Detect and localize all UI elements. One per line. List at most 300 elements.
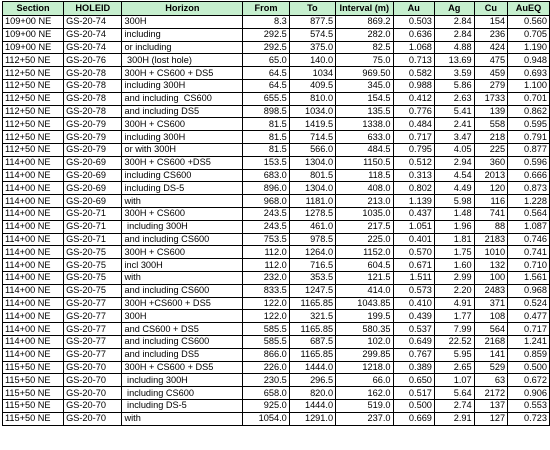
- cell-au[interactable]: 0.412: [393, 92, 434, 105]
- cell-ag[interactable]: 2.84: [434, 16, 474, 29]
- cell-au[interactable]: 0.776: [393, 105, 434, 118]
- cell-to[interactable]: 820.0: [289, 387, 335, 400]
- cell-horizon[interactable]: including 300H: [122, 131, 243, 144]
- cell-holeid[interactable]: GS-20-76: [64, 54, 122, 67]
- cell-to[interactable]: 1278.5: [289, 207, 335, 220]
- cell-au[interactable]: 0.500: [393, 399, 434, 412]
- cell-aueq[interactable]: 0.477: [508, 310, 550, 323]
- cell-holeid[interactable]: GS-20-75: [64, 271, 122, 284]
- cell-cu[interactable]: 100: [474, 271, 507, 284]
- cell-aueq[interactable]: 0.746: [508, 233, 550, 246]
- cell-section[interactable]: 114+00 NE: [3, 233, 64, 246]
- column-header-ag[interactable]: Ag: [434, 2, 474, 16]
- cell-aueq[interactable]: 1.561: [508, 271, 550, 284]
- cell-au[interactable]: 0.636: [393, 28, 434, 41]
- cell-to[interactable]: 1165.85: [289, 348, 335, 361]
- cell-horizon[interactable]: with: [122, 271, 243, 284]
- cell-from[interactable]: 122.0: [243, 297, 289, 310]
- cell-aueq[interactable]: 0.524: [508, 297, 550, 310]
- cell-section[interactable]: 112+50 NE: [3, 54, 64, 67]
- cell-horizon[interactable]: and including CS600: [122, 335, 243, 348]
- cell-au[interactable]: 1.511: [393, 271, 434, 284]
- cell-aueq[interactable]: 0.701: [508, 92, 550, 105]
- cell-ag[interactable]: 2.20: [434, 284, 474, 297]
- cell-interval[interactable]: 633.0: [336, 131, 393, 144]
- cell-section[interactable]: 112+50 NE: [3, 105, 64, 118]
- cell-ag[interactable]: 1.96: [434, 220, 474, 233]
- cell-au[interactable]: 1.068: [393, 41, 434, 54]
- cell-aueq[interactable]: 0.791: [508, 131, 550, 144]
- cell-section[interactable]: 114+00 NE: [3, 207, 64, 220]
- cell-aueq[interactable]: 1.241: [508, 335, 550, 348]
- cell-section[interactable]: 114+00 NE: [3, 246, 64, 259]
- cell-horizon[interactable]: 300H +CS600 + DS5: [122, 297, 243, 310]
- cell-au[interactable]: 0.802: [393, 182, 434, 195]
- cell-interval[interactable]: 484.5: [336, 143, 393, 156]
- cell-horizon[interactable]: with: [122, 195, 243, 208]
- cell-aueq[interactable]: 0.666: [508, 169, 550, 182]
- cell-from[interactable]: 655.5: [243, 92, 289, 105]
- cell-aueq[interactable]: 0.705: [508, 28, 550, 41]
- cell-au[interactable]: 0.988: [393, 79, 434, 92]
- cell-cu[interactable]: 741: [474, 207, 507, 220]
- cell-from[interactable]: 64.5: [243, 67, 289, 80]
- cell-horizon[interactable]: including 300H: [122, 79, 243, 92]
- cell-to[interactable]: 353.5: [289, 271, 335, 284]
- cell-section[interactable]: 114+00 NE: [3, 310, 64, 323]
- cell-cu[interactable]: 141: [474, 348, 507, 361]
- cell-holeid[interactable]: GS-20-75: [64, 246, 122, 259]
- cell-from[interactable]: 81.5: [243, 143, 289, 156]
- cell-horizon[interactable]: 300H + CS600 + DS5: [122, 67, 243, 80]
- cell-to[interactable]: 1444.0: [289, 361, 335, 374]
- cell-holeid[interactable]: GS-20-69: [64, 156, 122, 169]
- cell-ag[interactable]: 1.81: [434, 233, 474, 246]
- cell-from[interactable]: 683.0: [243, 169, 289, 182]
- cell-interval[interactable]: 162.0: [336, 387, 393, 400]
- cell-aueq[interactable]: 0.596: [508, 156, 550, 169]
- cell-cu[interactable]: 2013: [474, 169, 507, 182]
- cell-holeid[interactable]: GS-20-70: [64, 387, 122, 400]
- cell-au[interactable]: 0.717: [393, 131, 434, 144]
- cell-horizon[interactable]: 300H: [122, 310, 243, 323]
- cell-to[interactable]: 714.5: [289, 131, 335, 144]
- cell-aueq[interactable]: 0.710: [508, 259, 550, 272]
- cell-interval[interactable]: 580.35: [336, 323, 393, 336]
- cell-holeid[interactable]: GS-20-71: [64, 207, 122, 220]
- cell-to[interactable]: 1291.0: [289, 412, 335, 425]
- cell-horizon[interactable]: or including: [122, 41, 243, 54]
- cell-horizon[interactable]: and including CS600: [122, 284, 243, 297]
- cell-from[interactable]: 292.5: [243, 28, 289, 41]
- cell-from[interactable]: 230.5: [243, 374, 289, 387]
- cell-holeid[interactable]: GS-20-79: [64, 143, 122, 156]
- cell-cu[interactable]: 63: [474, 374, 507, 387]
- cell-cu[interactable]: 120: [474, 182, 507, 195]
- cell-section[interactable]: 112+50 NE: [3, 131, 64, 144]
- cell-to[interactable]: 296.5: [289, 374, 335, 387]
- cell-holeid[interactable]: GS-20-79: [64, 118, 122, 131]
- cell-cu[interactable]: 558: [474, 118, 507, 131]
- cell-holeid[interactable]: GS-20-71: [64, 233, 122, 246]
- cell-aueq[interactable]: 0.595: [508, 118, 550, 131]
- cell-au[interactable]: 0.503: [393, 16, 434, 29]
- cell-aueq[interactable]: 0.717: [508, 323, 550, 336]
- cell-holeid[interactable]: GS-20-74: [64, 16, 122, 29]
- cell-interval[interactable]: 282.0: [336, 28, 393, 41]
- cell-section[interactable]: 114+00 NE: [3, 156, 64, 169]
- cell-to[interactable]: 1165.85: [289, 297, 335, 310]
- cell-holeid[interactable]: GS-20-69: [64, 195, 122, 208]
- cell-section[interactable]: 114+00 NE: [3, 195, 64, 208]
- cell-au[interactable]: 0.313: [393, 169, 434, 182]
- cell-holeid[interactable]: GS-20-69: [64, 169, 122, 182]
- cell-horizon[interactable]: and including CS600: [122, 92, 243, 105]
- cell-holeid[interactable]: GS-20-77: [64, 310, 122, 323]
- cell-cu[interactable]: 116: [474, 195, 507, 208]
- cell-au[interactable]: 0.517: [393, 387, 434, 400]
- cell-interval[interactable]: 154.5: [336, 92, 393, 105]
- cell-cu[interactable]: 236: [474, 28, 507, 41]
- cell-au[interactable]: 0.795: [393, 143, 434, 156]
- cell-interval[interactable]: 135.5: [336, 105, 393, 118]
- cell-from[interactable]: 232.0: [243, 271, 289, 284]
- cell-interval[interactable]: 102.0: [336, 335, 393, 348]
- cell-cu[interactable]: 529: [474, 361, 507, 374]
- cell-holeid[interactable]: GS-20-70: [64, 399, 122, 412]
- cell-aueq[interactable]: 0.500: [508, 361, 550, 374]
- cell-to[interactable]: 375.0: [289, 41, 335, 54]
- cell-section[interactable]: 115+50 NE: [3, 399, 64, 412]
- cell-interval[interactable]: 225.0: [336, 233, 393, 246]
- cell-interval[interactable]: 869.2: [336, 16, 393, 29]
- cell-to[interactable]: 409.5: [289, 79, 335, 92]
- cell-horizon[interactable]: with: [122, 412, 243, 425]
- cell-interval[interactable]: 213.0: [336, 195, 393, 208]
- cell-interval[interactable]: 1152.0: [336, 246, 393, 259]
- cell-aueq[interactable]: 1.190: [508, 41, 550, 54]
- cell-interval[interactable]: 1035.0: [336, 207, 393, 220]
- cell-holeid[interactable]: GS-20-75: [64, 259, 122, 272]
- cell-ag[interactable]: 5.64: [434, 387, 474, 400]
- cell-from[interactable]: 896.0: [243, 182, 289, 195]
- cell-holeid[interactable]: GS-20-70: [64, 361, 122, 374]
- cell-to[interactable]: 1444.0: [289, 399, 335, 412]
- cell-interval[interactable]: 345.0: [336, 79, 393, 92]
- cell-ag[interactable]: 5.95: [434, 348, 474, 361]
- cell-to[interactable]: 810.0: [289, 92, 335, 105]
- column-header-from[interactable]: From: [243, 2, 289, 16]
- cell-to[interactable]: 566.0: [289, 143, 335, 156]
- cell-section[interactable]: 114+00 NE: [3, 284, 64, 297]
- cell-aueq[interactable]: 0.560: [508, 16, 550, 29]
- cell-from[interactable]: 866.0: [243, 348, 289, 361]
- cell-to[interactable]: 1304.0: [289, 182, 335, 195]
- cell-interval[interactable]: 1043.85: [336, 297, 393, 310]
- cell-aueq[interactable]: 0.877: [508, 143, 550, 156]
- cell-au[interactable]: 0.650: [393, 374, 434, 387]
- cell-to[interactable]: 1181.0: [289, 195, 335, 208]
- cell-au[interactable]: 0.669: [393, 412, 434, 425]
- cell-aueq[interactable]: 0.553: [508, 399, 550, 412]
- cell-ag[interactable]: 22.52: [434, 335, 474, 348]
- cell-interval[interactable]: 408.0: [336, 182, 393, 195]
- cell-to[interactable]: 140.0: [289, 54, 335, 67]
- cell-holeid[interactable]: GS-20-75: [64, 284, 122, 297]
- cell-interval[interactable]: 75.0: [336, 54, 393, 67]
- cell-to[interactable]: 978.5: [289, 233, 335, 246]
- cell-to[interactable]: 1034.0: [289, 105, 335, 118]
- cell-section[interactable]: 114+00 NE: [3, 169, 64, 182]
- cell-interval[interactable]: 66.0: [336, 374, 393, 387]
- cell-au[interactable]: 0.570: [393, 246, 434, 259]
- cell-cu[interactable]: 225: [474, 143, 507, 156]
- cell-aueq[interactable]: 1.100: [508, 79, 550, 92]
- cell-holeid[interactable]: GS-20-77: [64, 323, 122, 336]
- cell-from[interactable]: 81.5: [243, 131, 289, 144]
- cell-cu[interactable]: 2168: [474, 335, 507, 348]
- cell-ag[interactable]: 13.69: [434, 54, 474, 67]
- cell-from[interactable]: 81.5: [243, 118, 289, 131]
- cell-interval[interactable]: 1150.5: [336, 156, 393, 169]
- cell-horizon[interactable]: including 300H: [122, 374, 243, 387]
- cell-horizon[interactable]: 300H + CS600: [122, 118, 243, 131]
- cell-interval[interactable]: 121.5: [336, 271, 393, 284]
- cell-au[interactable]: 0.649: [393, 335, 434, 348]
- cell-to[interactable]: 461.0: [289, 220, 335, 233]
- cell-from[interactable]: 226.0: [243, 361, 289, 374]
- column-header-to[interactable]: To: [289, 2, 335, 16]
- cell-ag[interactable]: 1.07: [434, 374, 474, 387]
- cell-section[interactable]: 112+50 NE: [3, 118, 64, 131]
- cell-holeid[interactable]: GS-20-70: [64, 374, 122, 387]
- cell-au[interactable]: 0.537: [393, 323, 434, 336]
- cell-section[interactable]: 115+50 NE: [3, 361, 64, 374]
- cell-horizon[interactable]: or with 300H: [122, 143, 243, 156]
- cell-horizon[interactable]: and including DS5: [122, 105, 243, 118]
- cell-ag[interactable]: 5.98: [434, 195, 474, 208]
- cell-interval[interactable]: 1338.0: [336, 118, 393, 131]
- cell-holeid[interactable]: GS-20-70: [64, 412, 122, 425]
- cell-from[interactable]: 153.5: [243, 156, 289, 169]
- cell-horizon[interactable]: including CS600: [122, 387, 243, 400]
- cell-section[interactable]: 114+00 NE: [3, 182, 64, 195]
- cell-to[interactable]: 801.5: [289, 169, 335, 182]
- cell-to[interactable]: 1247.5: [289, 284, 335, 297]
- cell-holeid[interactable]: GS-20-69: [64, 182, 122, 195]
- cell-interval[interactable]: 414.0: [336, 284, 393, 297]
- cell-interval[interactable]: 118.5: [336, 169, 393, 182]
- cell-ag[interactable]: 4.91: [434, 297, 474, 310]
- cell-horizon[interactable]: 300H (lost hole): [122, 54, 243, 67]
- cell-ag[interactable]: 2.63: [434, 92, 474, 105]
- cell-holeid[interactable]: GS-20-79: [64, 131, 122, 144]
- cell-horizon[interactable]: 300H + CS600: [122, 207, 243, 220]
- cell-au[interactable]: 0.512: [393, 156, 434, 169]
- cell-section[interactable]: 109+00 NE: [3, 28, 64, 41]
- cell-horizon[interactable]: and CS600 + DS5: [122, 323, 243, 336]
- cell-holeid[interactable]: GS-20-74: [64, 28, 122, 41]
- cell-holeid[interactable]: GS-20-71: [64, 220, 122, 233]
- cell-interval[interactable]: 519.0: [336, 399, 393, 412]
- cell-aueq[interactable]: 0.906: [508, 387, 550, 400]
- cell-horizon[interactable]: including: [122, 28, 243, 41]
- cell-from[interactable]: 658.0: [243, 387, 289, 400]
- cell-cu[interactable]: 1733: [474, 92, 507, 105]
- cell-ag[interactable]: 1.75: [434, 246, 474, 259]
- cell-aueq[interactable]: 0.948: [508, 54, 550, 67]
- cell-au[interactable]: 0.410: [393, 297, 434, 310]
- cell-ag[interactable]: 7.99: [434, 323, 474, 336]
- cell-from[interactable]: 122.0: [243, 310, 289, 323]
- cell-cu[interactable]: 459: [474, 67, 507, 80]
- cell-ag[interactable]: 2.99: [434, 271, 474, 284]
- cell-holeid[interactable]: GS-20-77: [64, 348, 122, 361]
- cell-ag[interactable]: 4.05: [434, 143, 474, 156]
- cell-from[interactable]: 64.5: [243, 79, 289, 92]
- cell-horizon[interactable]: 300H + CS600 + DS5: [122, 361, 243, 374]
- cell-interval[interactable]: 299.85: [336, 348, 393, 361]
- column-header-cu[interactable]: Cu: [474, 2, 507, 16]
- cell-cu[interactable]: 2183: [474, 233, 507, 246]
- column-header-aueq[interactable]: AuEQ: [508, 2, 550, 16]
- cell-horizon[interactable]: 300H + CS600 +DS5: [122, 156, 243, 169]
- cell-ag[interactable]: 4.88: [434, 41, 474, 54]
- cell-section[interactable]: 114+00 NE: [3, 323, 64, 336]
- cell-ag[interactable]: 2.65: [434, 361, 474, 374]
- cell-horizon[interactable]: incl 300H: [122, 259, 243, 272]
- column-header-holeid[interactable]: HOLEID: [64, 2, 122, 16]
- cell-section[interactable]: 114+00 NE: [3, 348, 64, 361]
- cell-to[interactable]: 877.5: [289, 16, 335, 29]
- cell-aueq[interactable]: 0.672: [508, 374, 550, 387]
- cell-interval[interactable]: 237.0: [336, 412, 393, 425]
- cell-ag[interactable]: 3.47: [434, 131, 474, 144]
- cell-section[interactable]: 112+50 NE: [3, 67, 64, 80]
- cell-interval[interactable]: 217.5: [336, 220, 393, 233]
- cell-horizon[interactable]: and including DS5: [122, 348, 243, 361]
- cell-ag[interactable]: 2.91: [434, 412, 474, 425]
- cell-to[interactable]: 1419.5: [289, 118, 335, 131]
- cell-section[interactable]: 114+00 NE: [3, 220, 64, 233]
- cell-cu[interactable]: 2172: [474, 387, 507, 400]
- cell-to[interactable]: 687.5: [289, 335, 335, 348]
- cell-to[interactable]: 574.5: [289, 28, 335, 41]
- column-header-interval[interactable]: Interval (m): [336, 2, 393, 16]
- cell-holeid[interactable]: GS-20-74: [64, 41, 122, 54]
- cell-cu[interactable]: 2483: [474, 284, 507, 297]
- cell-cu[interactable]: 154: [474, 16, 507, 29]
- cell-to[interactable]: 1264.0: [289, 246, 335, 259]
- cell-interval[interactable]: 82.5: [336, 41, 393, 54]
- cell-ag[interactable]: 4.54: [434, 169, 474, 182]
- cell-from[interactable]: 112.0: [243, 259, 289, 272]
- cell-horizon[interactable]: including DS-5: [122, 182, 243, 195]
- cell-to[interactable]: 1034: [289, 67, 335, 80]
- cell-au[interactable]: 0.671: [393, 259, 434, 272]
- cell-from[interactable]: 968.0: [243, 195, 289, 208]
- cell-from[interactable]: 833.5: [243, 284, 289, 297]
- cell-horizon[interactable]: 300H + CS600: [122, 246, 243, 259]
- cell-from[interactable]: 1054.0: [243, 412, 289, 425]
- cell-au[interactable]: 0.401: [393, 233, 434, 246]
- column-header-section[interactable]: Section: [3, 2, 64, 16]
- cell-horizon[interactable]: including CS600: [122, 169, 243, 182]
- cell-holeid[interactable]: GS-20-78: [64, 92, 122, 105]
- cell-cu[interactable]: 137: [474, 399, 507, 412]
- cell-interval[interactable]: 199.5: [336, 310, 393, 323]
- cell-au[interactable]: 0.437: [393, 207, 434, 220]
- cell-ag[interactable]: 5.41: [434, 105, 474, 118]
- cell-ag[interactable]: 5.86: [434, 79, 474, 92]
- cell-ag[interactable]: 3.59: [434, 67, 474, 80]
- cell-cu[interactable]: 108: [474, 310, 507, 323]
- cell-cu[interactable]: 127: [474, 412, 507, 425]
- cell-aueq[interactable]: 0.564: [508, 207, 550, 220]
- cell-section[interactable]: 112+50 NE: [3, 92, 64, 105]
- cell-ag[interactable]: 1.60: [434, 259, 474, 272]
- cell-au[interactable]: 0.439: [393, 310, 434, 323]
- cell-cu[interactable]: 475: [474, 54, 507, 67]
- cell-au[interactable]: 1.051: [393, 220, 434, 233]
- cell-interval[interactable]: 604.5: [336, 259, 393, 272]
- cell-cu[interactable]: 88: [474, 220, 507, 233]
- cell-section[interactable]: 109+00 NE: [3, 41, 64, 54]
- cell-to[interactable]: 321.5: [289, 310, 335, 323]
- cell-horizon[interactable]: 300H: [122, 16, 243, 29]
- cell-horizon[interactable]: including 300H: [122, 220, 243, 233]
- cell-section[interactable]: 115+50 NE: [3, 412, 64, 425]
- cell-interval[interactable]: 1218.0: [336, 361, 393, 374]
- cell-ag[interactable]: 4.49: [434, 182, 474, 195]
- cell-from[interactable]: 925.0: [243, 399, 289, 412]
- cell-section[interactable]: 109+00 NE: [3, 16, 64, 29]
- cell-aueq[interactable]: 0.862: [508, 105, 550, 118]
- cell-au[interactable]: 0.582: [393, 67, 434, 80]
- cell-to[interactable]: 716.5: [289, 259, 335, 272]
- cell-from[interactable]: 243.5: [243, 207, 289, 220]
- cell-ag[interactable]: 2.41: [434, 118, 474, 131]
- cell-section[interactable]: 114+00 NE: [3, 259, 64, 272]
- cell-cu[interactable]: 360: [474, 156, 507, 169]
- cell-holeid[interactable]: GS-20-78: [64, 67, 122, 80]
- cell-ag[interactable]: 2.84: [434, 28, 474, 41]
- cell-au[interactable]: 0.573: [393, 284, 434, 297]
- cell-cu[interactable]: 424: [474, 41, 507, 54]
- cell-aueq[interactable]: 1.087: [508, 220, 550, 233]
- column-header-horizon[interactable]: Horizon: [122, 2, 243, 16]
- cell-horizon[interactable]: and including CS600: [122, 233, 243, 246]
- cell-section[interactable]: 114+00 NE: [3, 297, 64, 310]
- cell-aueq[interactable]: 1.228: [508, 195, 550, 208]
- cell-ag[interactable]: 1.77: [434, 310, 474, 323]
- cell-to[interactable]: 1165.85: [289, 323, 335, 336]
- cell-cu[interactable]: 218: [474, 131, 507, 144]
- cell-cu[interactable]: 139: [474, 105, 507, 118]
- cell-to[interactable]: 1304.0: [289, 156, 335, 169]
- cell-aueq[interactable]: 0.859: [508, 348, 550, 361]
- cell-section[interactable]: 112+50 NE: [3, 143, 64, 156]
- cell-holeid[interactable]: GS-20-77: [64, 335, 122, 348]
- cell-cu[interactable]: 279: [474, 79, 507, 92]
- cell-from[interactable]: 112.0: [243, 246, 289, 259]
- cell-section[interactable]: 114+00 NE: [3, 335, 64, 348]
- cell-au[interactable]: 1.139: [393, 195, 434, 208]
- cell-ag[interactable]: 2.94: [434, 156, 474, 169]
- cell-au[interactable]: 0.389: [393, 361, 434, 374]
- cell-section[interactable]: 112+50 NE: [3, 79, 64, 92]
- column-header-au[interactable]: Au: [393, 2, 434, 16]
